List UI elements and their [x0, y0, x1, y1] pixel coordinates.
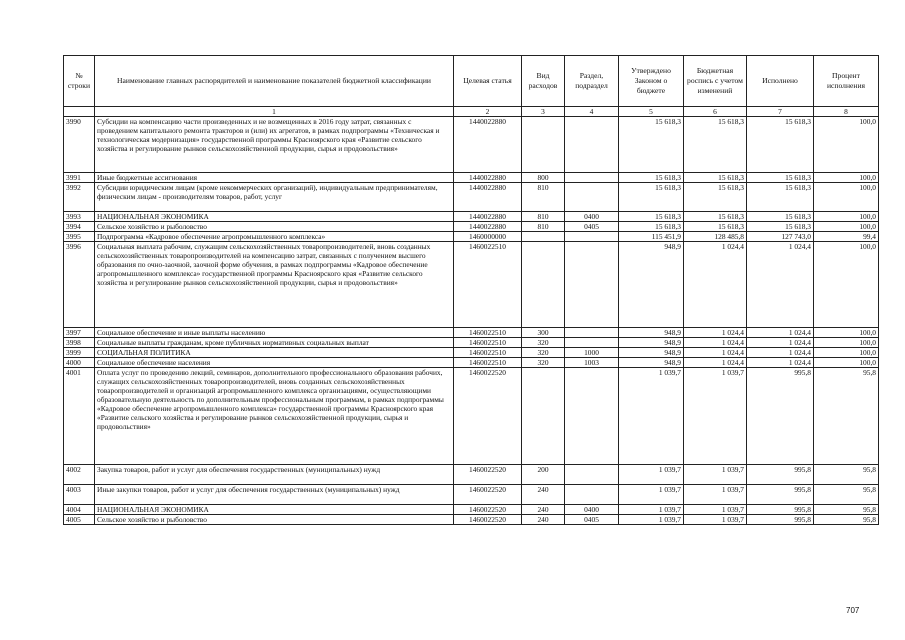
header-vid: Вид расходов: [522, 56, 565, 107]
header-target: Целевая статья: [454, 56, 522, 107]
row-executed: 1 024,4: [747, 358, 814, 368]
column-number-row: [64, 107, 879, 117]
row-section: [565, 173, 619, 183]
row-expense-type: 300: [522, 328, 565, 338]
row-approved: 948,9: [619, 348, 684, 358]
table-row: [64, 232, 879, 242]
row-name: Сельское хозяйство и рыболовство: [95, 222, 454, 232]
row-name: Социальная выплата рабочим, служащим сельскохозяйственных товаропроизводителей, вновь созданных сельскохозяйственных товаропроизводителей на компенсацию затрат, связанных с получением высшего образования по очно-заочной, заочной форме обучения, в рамках подпрограммы «Кадровое обеспечение агропромышленного комплекса» государственной программы Красноярского края «Развитие сельского хозяйства и регулирование рынков сельскохозяйственной продукции, сырья и продовольствия»: [95, 242, 454, 328]
column-number: 5: [619, 107, 684, 117]
table-row: [64, 505, 879, 515]
page-number: 707: [846, 606, 860, 615]
row-section: 1003: [565, 358, 619, 368]
column-number: 6: [684, 107, 747, 117]
row-executed: 1 024,4: [747, 348, 814, 358]
row-target-code: 1460022510: [454, 358, 522, 368]
table-body: [64, 117, 879, 525]
row-percent: 99,4: [814, 232, 879, 242]
row-approved: 15 618,3: [619, 222, 684, 232]
row-number: 3999: [64, 348, 95, 358]
row-expense-type: [522, 117, 565, 173]
row-percent: 95,8: [814, 485, 879, 505]
row-target-code: 1440022880: [454, 183, 522, 212]
row-target-code: 1460022510: [454, 338, 522, 348]
table-row: [64, 183, 879, 212]
row-approved: 948,9: [619, 242, 684, 328]
header-budget-list: Бюджетная роспись с учетом изменений: [684, 56, 747, 107]
row-percent: 100,0: [814, 328, 879, 338]
row-budget-list: 1 039,7: [684, 368, 747, 465]
row-percent: 100,0: [814, 173, 879, 183]
row-expense-type: 320: [522, 338, 565, 348]
row-number: 3993: [64, 212, 95, 222]
table-row: [64, 117, 879, 173]
row-number: 3991: [64, 173, 95, 183]
row-budget-list: 15 618,3: [684, 173, 747, 183]
row-expense-type: 320: [522, 358, 565, 368]
row-budget-list: 1 024,4: [684, 328, 747, 338]
row-number: 3994: [64, 222, 95, 232]
row-name: Закупка товаров, работ и услуг для обеспечения государственных (муниципальных) нужд: [95, 465, 454, 485]
table-row: [64, 358, 879, 368]
row-section: 0405: [565, 515, 619, 525]
row-executed: 1 024,4: [747, 338, 814, 348]
row-section: 0400: [565, 212, 619, 222]
row-budget-list: 15 618,3: [684, 117, 747, 173]
header-row: [64, 56, 879, 107]
row-name: Социальные выплаты гражданам, кроме публичных нормативных социальных выплат: [95, 338, 454, 348]
header-executed: Исполнено: [747, 56, 814, 107]
row-percent: 100,0: [814, 222, 879, 232]
column-number: 2: [454, 107, 522, 117]
row-number: 3997: [64, 328, 95, 338]
row-approved: 1 039,7: [619, 368, 684, 465]
row-expense-type: 240: [522, 505, 565, 515]
row-executed: 995,8: [747, 485, 814, 505]
row-executed: 995,8: [747, 368, 814, 465]
row-budget-list: 1 039,7: [684, 515, 747, 525]
header-name: Наименование главных распорядителей и наименование показателей бюджетной классификации: [95, 56, 454, 107]
row-executed: 995,8: [747, 505, 814, 515]
table-row: [64, 328, 879, 338]
row-section: [565, 328, 619, 338]
row-name: Иные бюджетные ассигнования: [95, 173, 454, 183]
row-number: 3992: [64, 183, 95, 212]
column-number: 4: [565, 107, 619, 117]
row-budget-list: 1 024,4: [684, 242, 747, 328]
row-budget-list: 1 039,7: [684, 505, 747, 515]
row-name: Оплата услуг по проведению лекций, семинаров, дополнительного профессионального образования рабочих, служащих сельскохозяйственных товаропроизводителей, вновь созданных сельскохозяйственных товаропроизводителей и организаций агропромышленного комплекса организациями, осуществляющими образовательную деятельность по дополнительным профессиональным программам, в рамках подпрограммы «Кадровое обеспечение агропромышленного комплекса» государственной программы Красноярского края «Развитие сельского хозяйства и регулирование рынков сельскохозяйственной продукции, сырья и продовольствия»: [95, 368, 454, 465]
row-target-code: 1460022520: [454, 485, 522, 505]
row-executed: 15 618,3: [747, 173, 814, 183]
column-number: 7: [747, 107, 814, 117]
row-expense-type: 200: [522, 465, 565, 485]
row-budget-list: 15 618,3: [684, 183, 747, 212]
row-approved: 115 451,9: [619, 232, 684, 242]
row-expense-type: 320: [522, 348, 565, 358]
row-section: [565, 117, 619, 173]
row-target-code: 1440022880: [454, 222, 522, 232]
row-executed: 995,8: [747, 465, 814, 485]
row-target-code: 1440022880: [454, 212, 522, 222]
row-approved: 15 618,3: [619, 183, 684, 212]
table-row: [64, 348, 879, 358]
row-percent: 100,0: [814, 212, 879, 222]
row-percent: 95,8: [814, 515, 879, 525]
table-row: [64, 465, 879, 485]
row-budget-list: 128 485,8: [684, 232, 747, 242]
row-executed: 995,8: [747, 515, 814, 525]
row-approved: 1 039,7: [619, 505, 684, 515]
row-section: [565, 465, 619, 485]
row-approved: 1 039,7: [619, 465, 684, 485]
row-name: Социальное обеспечение и иные выплаты населению: [95, 328, 454, 338]
row-target-code: 1460022520: [454, 465, 522, 485]
row-executed: 127 743,0: [747, 232, 814, 242]
row-percent: 95,8: [814, 465, 879, 485]
row-approved: 948,9: [619, 328, 684, 338]
row-section: [565, 183, 619, 212]
row-number: 3996: [64, 242, 95, 328]
row-number: 3995: [64, 232, 95, 242]
row-percent: 100,0: [814, 338, 879, 348]
row-number: 3990: [64, 117, 95, 173]
row-expense-type: [522, 368, 565, 465]
row-approved: 1 039,7: [619, 485, 684, 505]
row-number: 4000: [64, 358, 95, 368]
row-number: 4004: [64, 505, 95, 515]
row-executed: 15 618,3: [747, 222, 814, 232]
row-section: [565, 485, 619, 505]
row-budget-list: 15 618,3: [684, 212, 747, 222]
column-number: 8: [814, 107, 879, 117]
header-razdel: Раздел, подраздел: [565, 56, 619, 107]
budget-table: [63, 55, 879, 525]
row-target-code: 1460022510: [454, 348, 522, 358]
row-name: Сельское хозяйство и рыболовство: [95, 515, 454, 525]
row-executed: 1 024,4: [747, 242, 814, 328]
row-budget-list: 1 024,4: [684, 358, 747, 368]
table-row: [64, 222, 879, 232]
table-row: [64, 485, 879, 505]
row-target-code: 1460000000: [454, 232, 522, 242]
row-expense-type: 810: [522, 222, 565, 232]
row-executed: 15 618,3: [747, 183, 814, 212]
row-name: НАЦИОНАЛЬНАЯ ЭКОНОМИКА: [95, 212, 454, 222]
row-budget-list: 1 024,4: [684, 338, 747, 348]
row-approved: 948,9: [619, 338, 684, 348]
row-name: Подпрограмма «Кадровое обеспечение агропромышленного комплекса»: [95, 232, 454, 242]
row-name: Субсидии юридическим лицам (кроме некоммерческих организаций), индивидуальным предпринимателям, физическим лицам - производителям товаров, работ, услуг: [95, 183, 454, 212]
row-approved: 15 618,3: [619, 117, 684, 173]
table-row: [64, 338, 879, 348]
row-budget-list: 1 039,7: [684, 485, 747, 505]
row-section: 0400: [565, 505, 619, 515]
row-section: [565, 338, 619, 348]
row-name: СОЦИАЛЬНАЯ ПОЛИТИКА: [95, 348, 454, 358]
header-percent: Процент исполнения: [814, 56, 879, 107]
row-section: [565, 368, 619, 465]
row-target-code: 1440022880: [454, 173, 522, 183]
column-number: 1: [95, 107, 454, 117]
row-target-code: 1440022880: [454, 117, 522, 173]
table-row: [64, 212, 879, 222]
row-budget-list: 1 024,4: [684, 348, 747, 358]
table-row: [64, 173, 879, 183]
row-executed: 15 618,3: [747, 117, 814, 173]
row-name: Иные закупки товаров, работ и услуг для обеспечения государственных (муниципальных) нужд: [95, 485, 454, 505]
row-percent: 100,0: [814, 183, 879, 212]
table-row: [64, 515, 879, 525]
row-target-code: 1460022510: [454, 242, 522, 328]
row-name: НАЦИОНАЛЬНАЯ ЭКОНОМИКА: [95, 505, 454, 515]
row-number: 3998: [64, 338, 95, 348]
row-target-code: 1460022520: [454, 515, 522, 525]
column-number: [64, 107, 95, 117]
row-expense-type: 240: [522, 485, 565, 505]
row-approved: 15 618,3: [619, 212, 684, 222]
row-expense-type: [522, 232, 565, 242]
row-percent: 100,0: [814, 117, 879, 173]
header-row-no: № строки: [64, 56, 95, 107]
row-target-code: 1460022510: [454, 328, 522, 338]
row-approved: 1 039,7: [619, 515, 684, 525]
row-approved: 948,9: [619, 358, 684, 368]
row-section: [565, 242, 619, 328]
row-number: 4002: [64, 465, 95, 485]
row-section: 0405: [565, 222, 619, 232]
row-number: 4005: [64, 515, 95, 525]
row-expense-type: 800: [522, 173, 565, 183]
row-number: 4001: [64, 368, 95, 465]
row-budget-list: 1 039,7: [684, 465, 747, 485]
row-executed: 1 024,4: [747, 328, 814, 338]
row-percent: 95,8: [814, 368, 879, 465]
row-section: 1000: [565, 348, 619, 358]
row-target-code: 1460022520: [454, 368, 522, 465]
row-name: Социальное обеспечение населения: [95, 358, 454, 368]
row-percent: 100,0: [814, 358, 879, 368]
row-expense-type: 810: [522, 212, 565, 222]
row-approved: 15 618,3: [619, 173, 684, 183]
row-expense-type: 810: [522, 183, 565, 212]
row-percent: 95,8: [814, 505, 879, 515]
table-row: [64, 368, 879, 465]
row-name: Субсидии на компенсацию части произведенных и не возмещенных в 2016 году затрат, связанных с проведением капитального ремонта тракторов и (или) их агрегатов, в рамках подпрограммы «Техническая и технологическая модернизация» государственной программы Красноярского края «Развитие сельского хозяйства и регулирование рынков сельскохозяйственной продукции, сырья и продовольствия»: [95, 117, 454, 173]
table-row: [64, 242, 879, 328]
row-number: 4003: [64, 485, 95, 505]
row-percent: 100,0: [814, 348, 879, 358]
row-section: [565, 232, 619, 242]
column-number: 3: [522, 107, 565, 117]
row-percent: 100,0: [814, 242, 879, 328]
row-budget-list: 15 618,3: [684, 222, 747, 232]
row-expense-type: [522, 242, 565, 328]
header-approved: Утверждено Законом о бюджете: [619, 56, 684, 107]
row-expense-type: 240: [522, 515, 565, 525]
row-target-code: 1460022520: [454, 505, 522, 515]
row-executed: 15 618,3: [747, 212, 814, 222]
